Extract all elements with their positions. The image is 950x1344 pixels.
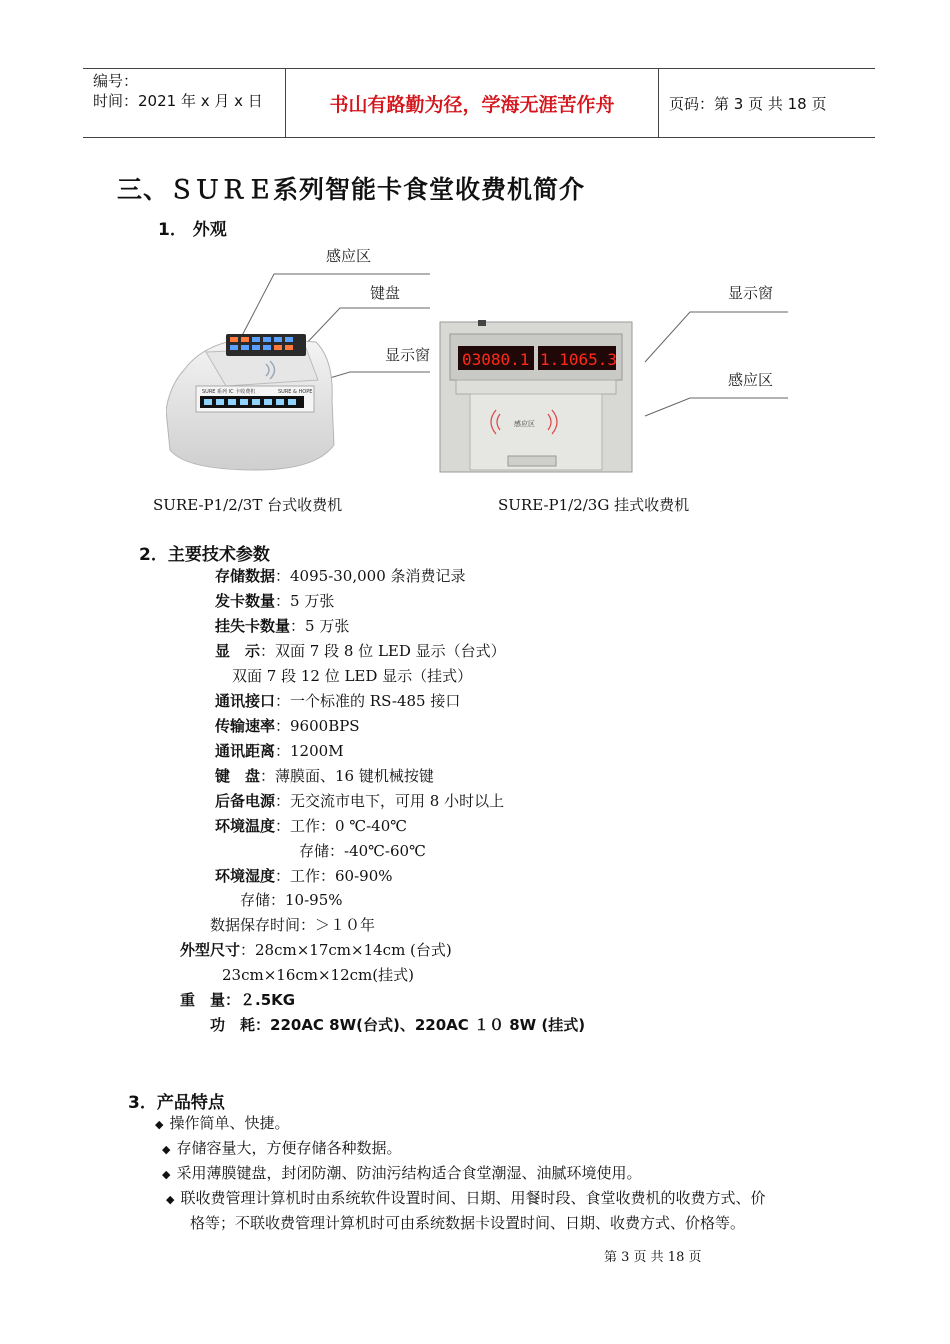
caption-desktop: SURE-P1/2/3T 台式收费机	[153, 496, 343, 514]
diamond-bullet-icon: ◆	[162, 1168, 171, 1181]
param-interface: 通讯接口：一个标准的 RS-485 接口	[215, 692, 461, 710]
header-motto: 书山有路勤为径，学海无涯苦作舟	[329, 93, 615, 116]
header-time: 时间：2021 年 x 月 x 日	[93, 92, 263, 110]
label-keyboard: 键盘	[370, 284, 401, 302]
feature-item: ◆ 存储容量大，方便存储各种数据。	[162, 1139, 402, 1157]
label-sense-zone-right: 感应区	[728, 371, 774, 389]
diamond-bullet-icon: ◆	[155, 1118, 164, 1131]
diamond-bullet-icon: ◆	[162, 1143, 171, 1156]
label-sense-zone-left: 感应区	[326, 247, 372, 265]
leader-line-display-right	[645, 312, 788, 362]
caption-wall: SURE-P1/2/3G 挂式收费机	[498, 496, 690, 514]
feature-item-continued: 格等；不联收费管理计算机时可由系统数据卡设置时间、日期、收费方式、价格等。	[190, 1214, 746, 1232]
param-backup-power: 后备电源：无交流市电下，可用 8 小时以上	[215, 792, 505, 810]
param-dimensions: 外型尺寸：28cm×17cm×14cm (台式)	[180, 941, 452, 959]
feature-item: ◆ 操作简单、快捷。	[155, 1114, 290, 1132]
device1-brand: SURE 系列 IC 卡收费机	[202, 389, 256, 395]
section-1-heading: 1． 外观	[158, 220, 227, 240]
header-page: 页码：第 3 页 共 18 页	[669, 94, 827, 113]
section-title: 三、ＳＵＲＥ系列智能卡食堂收费机简介	[117, 175, 586, 204]
device2-readout-right: 1.1065.3	[540, 350, 618, 369]
param-humidity: 环境湿度：工作：60-90%	[215, 867, 393, 885]
param-card-count: 发卡数量：5 万张	[215, 592, 335, 610]
wall-terminal-image	[438, 318, 634, 474]
param-humidity-storage: 存储：10-95%	[240, 891, 343, 909]
param-dimensions-2: 23cm×16cm×12cm(挂式)	[222, 966, 414, 984]
feature-item: ◆ 采用薄膜键盘，封闭防潮、防油污结构适合食堂潮湿、油腻环境使用。	[162, 1164, 642, 1182]
device1-brand-right: SURE & HOPE	[278, 389, 313, 395]
label-display-right: 显示窗	[728, 284, 774, 302]
param-power: 功 耗：220AC 8W(台式)、220AC １０ 8W (挂式)	[210, 1016, 586, 1034]
section-2-heading: 2．主要技术参数	[139, 545, 270, 565]
feature-item: ◆ 联收费管理计算机时由系统软件设置时间、日期、用餐时段、食堂收费机的收费方式、价	[166, 1189, 766, 1207]
param-data-retention: 数据保存时间：＞１０年	[210, 916, 376, 934]
device2-readout-left: 03080.1	[462, 350, 530, 369]
param-display: 显 示：双面 7 段 8 位 LED 显示（台式）	[215, 642, 506, 660]
leader-line-sense-right	[645, 398, 788, 416]
page-footer: 第 3 页 共 18 页	[604, 1250, 702, 1265]
diamond-bullet-icon: ◆	[166, 1193, 175, 1206]
section-3-heading: 3．产品特点	[128, 1093, 225, 1113]
param-storage: 存储数据：4095-30,000 条消费记录	[215, 567, 466, 585]
param-lost-card-count: 挂失卡数量：5 万张	[215, 617, 350, 635]
param-weight: 重 量：２.5KG	[180, 991, 296, 1009]
param-keyboard: 键 盘：薄膜面、16 键机械按键	[215, 767, 434, 785]
desktop-terminal-image	[166, 330, 338, 480]
param-baud-rate: 传输速率：9600BPS	[215, 717, 360, 735]
device2-center-text: 感应区	[514, 420, 535, 428]
param-temperature: 环境温度：工作：0 ℃-40℃	[215, 817, 408, 835]
param-display-2: 双面 7 段 12 位 LED 显示（挂式）	[232, 667, 473, 685]
leader-lines	[0, 0, 950, 560]
param-temperature-storage: 存储：-40℃-60℃	[299, 842, 426, 860]
param-distance: 通讯距离：1200M	[215, 742, 344, 760]
header-number: 编号：	[93, 72, 139, 90]
label-display-left: 显示窗	[385, 346, 431, 364]
